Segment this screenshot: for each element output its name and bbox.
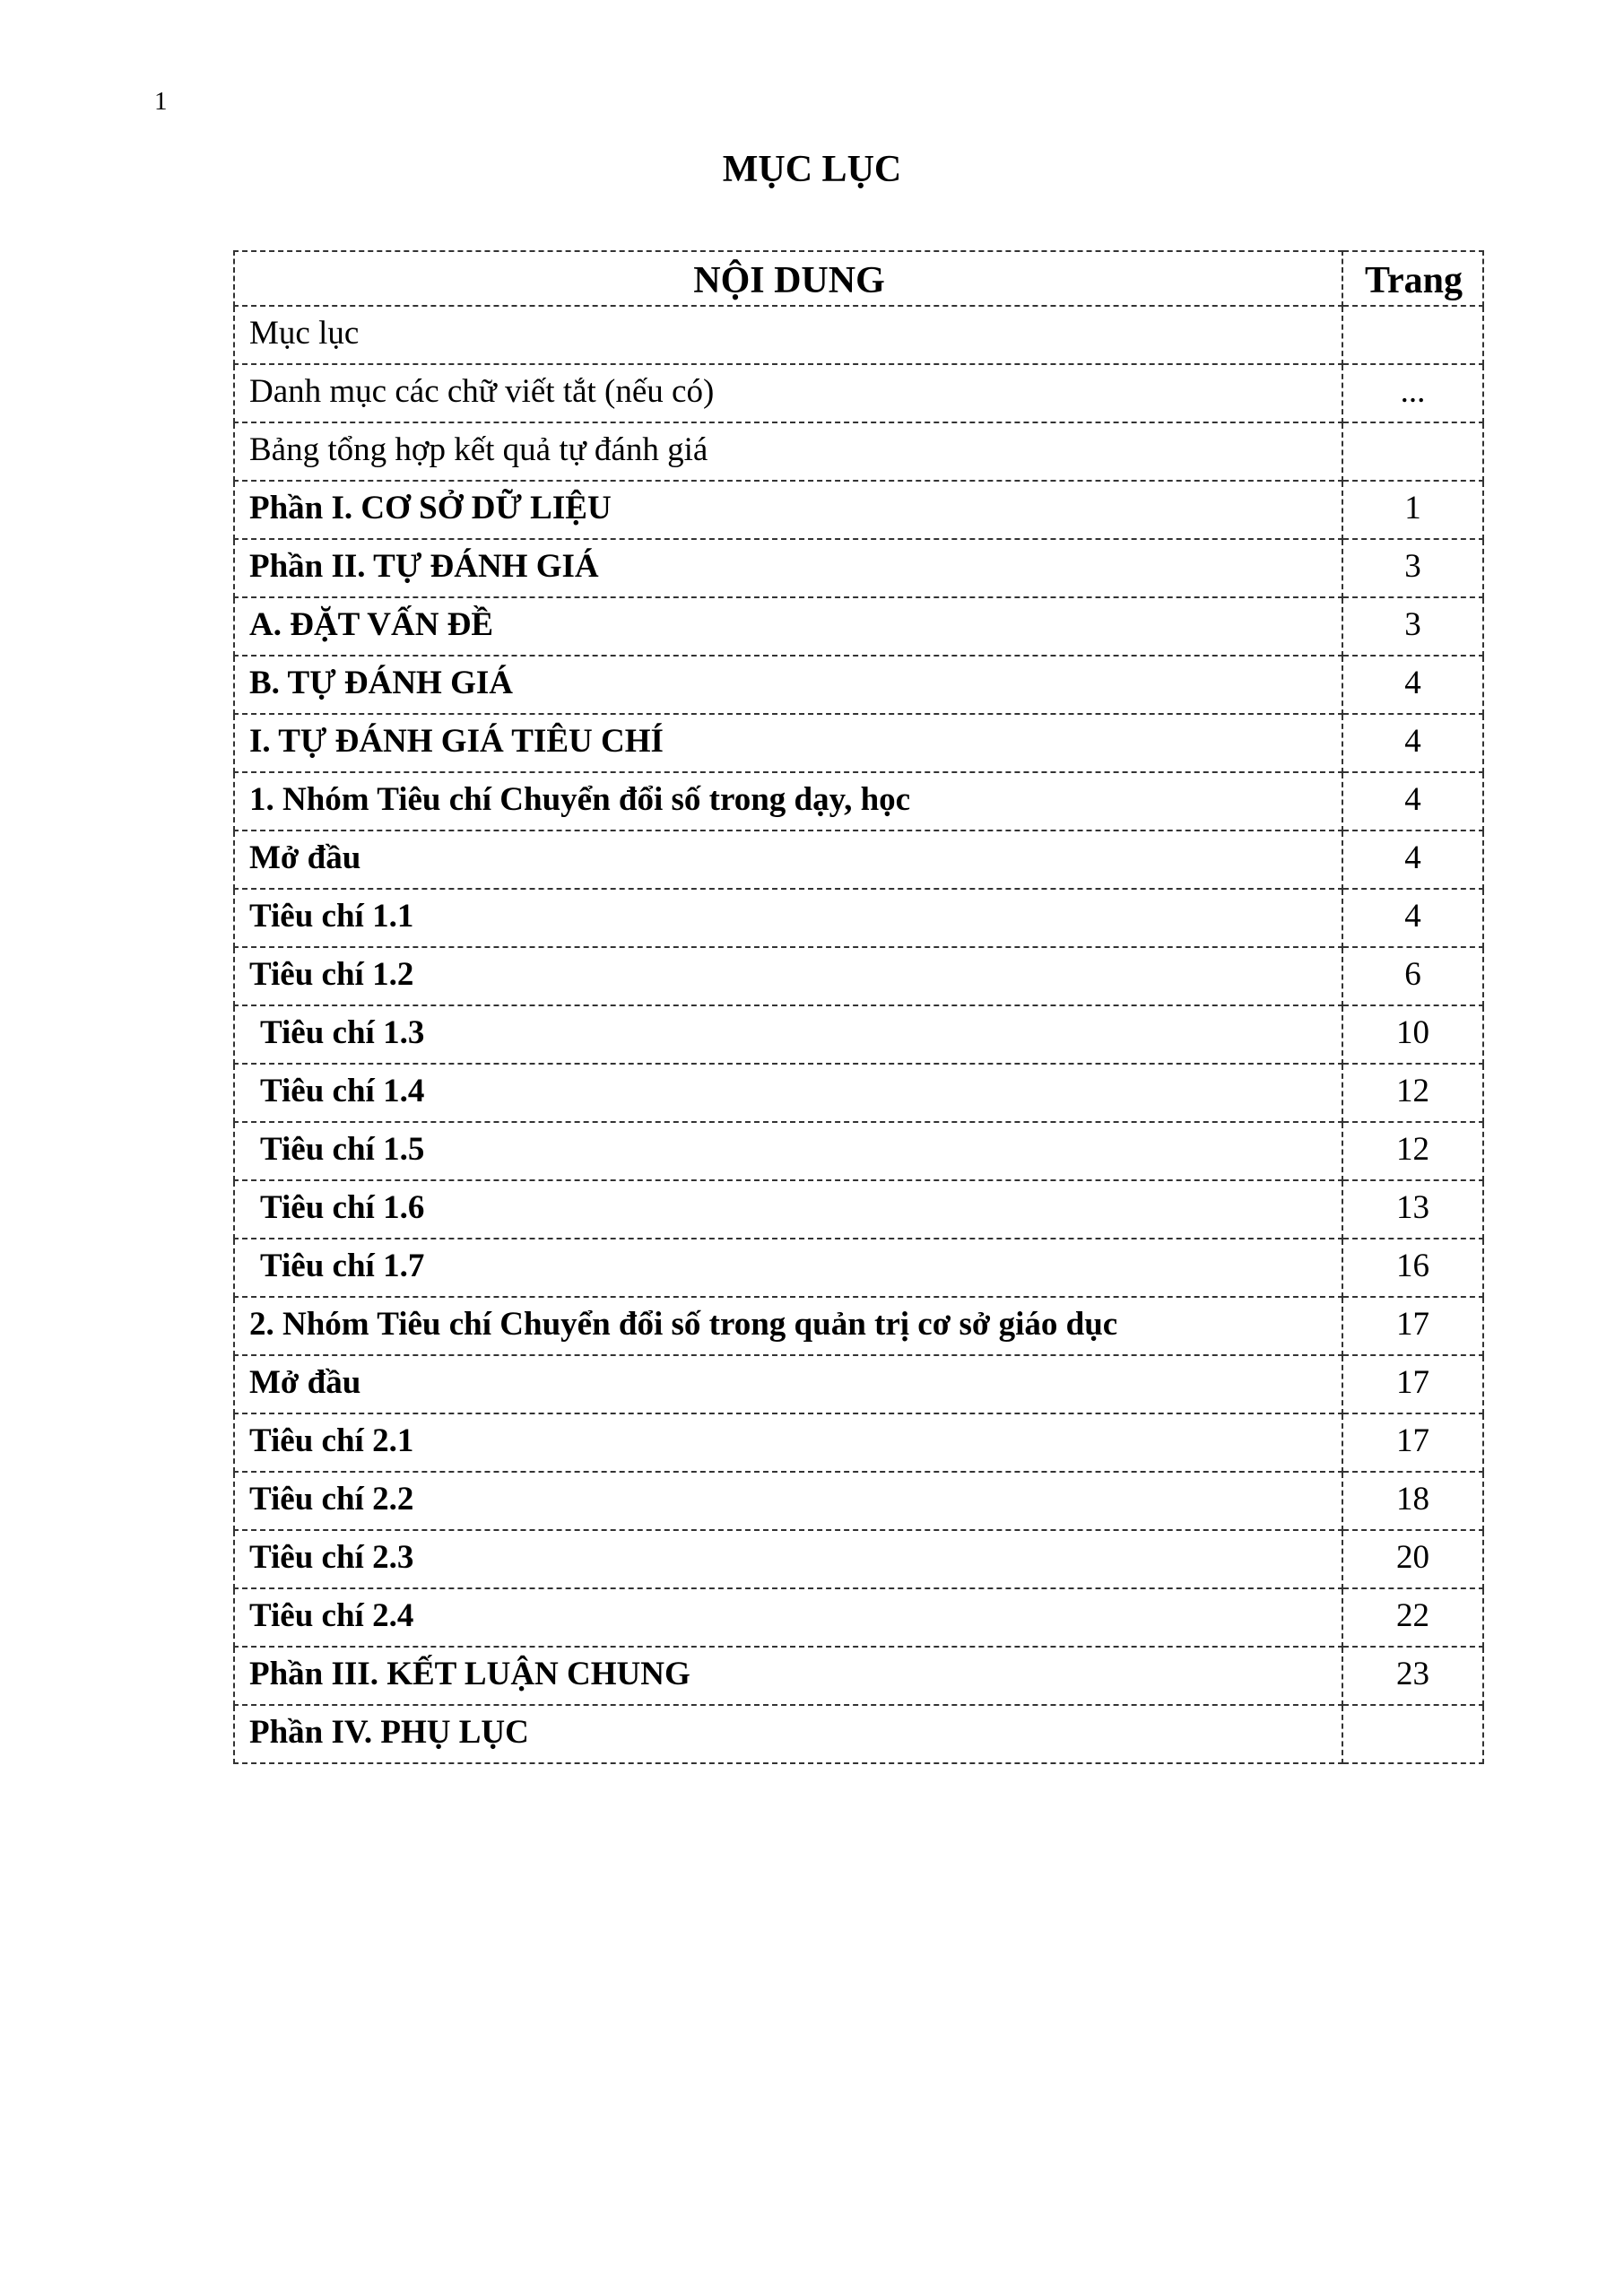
toc-entry-page: 12	[1342, 1064, 1483, 1122]
toc-row	[234, 772, 1483, 831]
toc-entry-label: Tiêu chí 1.1	[234, 889, 1342, 947]
toc-row	[234, 481, 1483, 539]
toc-entry-page: 1	[1342, 481, 1483, 539]
toc-entry-label: Tiêu chí 2.3	[234, 1530, 1342, 1588]
toc-row	[234, 656, 1483, 714]
toc-entry-page: 17	[1342, 1413, 1483, 1472]
toc-entry-page: 16	[1342, 1239, 1483, 1297]
toc-row	[234, 1239, 1483, 1297]
toc-entry-page: 12	[1342, 1122, 1483, 1180]
toc-row	[234, 1005, 1483, 1064]
column-header-page: Trang	[1342, 251, 1483, 306]
toc-row	[234, 1588, 1483, 1647]
toc-row	[234, 1297, 1483, 1355]
toc-entry-page: 18	[1342, 1472, 1483, 1530]
toc-row	[234, 1647, 1483, 1705]
toc-row	[234, 889, 1483, 947]
toc-entry-label: Phần IV. PHỤ LỤC	[234, 1705, 1342, 1763]
column-header-content: NỘI DUNG	[234, 251, 1342, 306]
toc-entry-label: Tiêu chí 1.6	[234, 1180, 1342, 1239]
toc-entry-page	[1342, 422, 1483, 481]
table-of-contents	[233, 250, 1484, 1764]
toc-entry-label: Tiêu chí 2.4	[234, 1588, 1342, 1647]
toc-entry-page: 4	[1342, 889, 1483, 947]
toc-entry-page: 23	[1342, 1647, 1483, 1705]
toc-row	[234, 597, 1483, 656]
toc-entry-page: 20	[1342, 1530, 1483, 1588]
toc-row	[234, 1472, 1483, 1530]
toc-entry-label: Tiêu chí 1.3	[234, 1005, 1342, 1064]
toc-row	[234, 306, 1483, 364]
toc-entry-label: Tiêu chí 1.2	[234, 947, 1342, 1005]
toc-row	[234, 947, 1483, 1005]
toc-entry-page: 17	[1342, 1297, 1483, 1355]
toc-entry-label: A. ĐẶT VẤN ĐỀ	[234, 597, 1342, 656]
toc-entry-label: Tiêu chí 1.4	[234, 1064, 1342, 1122]
toc-row	[234, 714, 1483, 772]
toc-entry-label: B. TỰ ĐÁNH GIÁ	[234, 656, 1342, 714]
toc-entry-page: 6	[1342, 947, 1483, 1005]
toc-row	[234, 1355, 1483, 1413]
toc-entry-page: 10	[1342, 1005, 1483, 1064]
toc-entry-label: Mục lục	[234, 306, 1342, 364]
toc-row	[234, 422, 1483, 481]
toc-entry-page: 3	[1342, 539, 1483, 597]
toc-entry-page: 4	[1342, 714, 1483, 772]
toc-entry-page: 4	[1342, 772, 1483, 831]
toc-entry-page: 22	[1342, 1588, 1483, 1647]
toc-row	[234, 1122, 1483, 1180]
toc-entry-page: 4	[1342, 831, 1483, 889]
toc-entry-label: I. TỰ ĐÁNH GIÁ TIÊU CHÍ	[234, 714, 1342, 772]
toc-row	[234, 1064, 1483, 1122]
toc-entry-label: Tiêu chí 2.1	[234, 1413, 1342, 1472]
toc-entry-label: Phần II. TỰ ĐÁNH GIÁ	[234, 539, 1342, 597]
toc-row	[234, 1530, 1483, 1588]
toc-entry-label: Tiêu chí 1.5	[234, 1122, 1342, 1180]
toc-row	[234, 1705, 1483, 1763]
toc-entry-label: Mở đầu	[234, 1355, 1342, 1413]
toc-header-row	[234, 251, 1483, 306]
toc-entry-page: 3	[1342, 597, 1483, 656]
toc-entry-page: 4	[1342, 656, 1483, 714]
toc-row	[234, 364, 1483, 422]
toc-entry-label: Tiêu chí 2.2	[234, 1472, 1342, 1530]
toc-entry-label: Phần I. CƠ SỞ DỮ LIỆU	[234, 481, 1342, 539]
toc-entry-label: Tiêu chí 1.7	[234, 1239, 1342, 1297]
toc-entry-page: 13	[1342, 1180, 1483, 1239]
toc-row	[234, 539, 1483, 597]
toc-entry-page: ...	[1342, 364, 1483, 422]
toc-entry-label: Danh mục các chữ viết tắt (nếu có)	[234, 364, 1342, 422]
page-number: 1	[154, 87, 168, 116]
toc-entry-label: 2. Nhóm Tiêu chí Chuyển đổi số trong quản trị cơ sở giáo dục	[234, 1297, 1342, 1355]
toc-entry-page: 17	[1342, 1355, 1483, 1413]
toc-row	[234, 1180, 1483, 1239]
toc-entry-label: Mở đầu	[234, 831, 1342, 889]
toc-entry-label: 1. Nhóm Tiêu chí Chuyển đổi số trong dạy, học	[234, 772, 1342, 831]
toc-entry-label: Bảng tổng hợp kết quả tự đánh giá	[234, 422, 1342, 481]
document-title: MỤC LỤC	[722, 149, 902, 190]
toc-row	[234, 831, 1483, 889]
toc-entry-page	[1342, 1705, 1483, 1763]
toc-row	[234, 1413, 1483, 1472]
toc-body	[234, 306, 1483, 1763]
toc-entry-label: Phần III. KẾT LUẬN CHUNG	[234, 1647, 1342, 1705]
toc-entry-page	[1342, 306, 1483, 364]
